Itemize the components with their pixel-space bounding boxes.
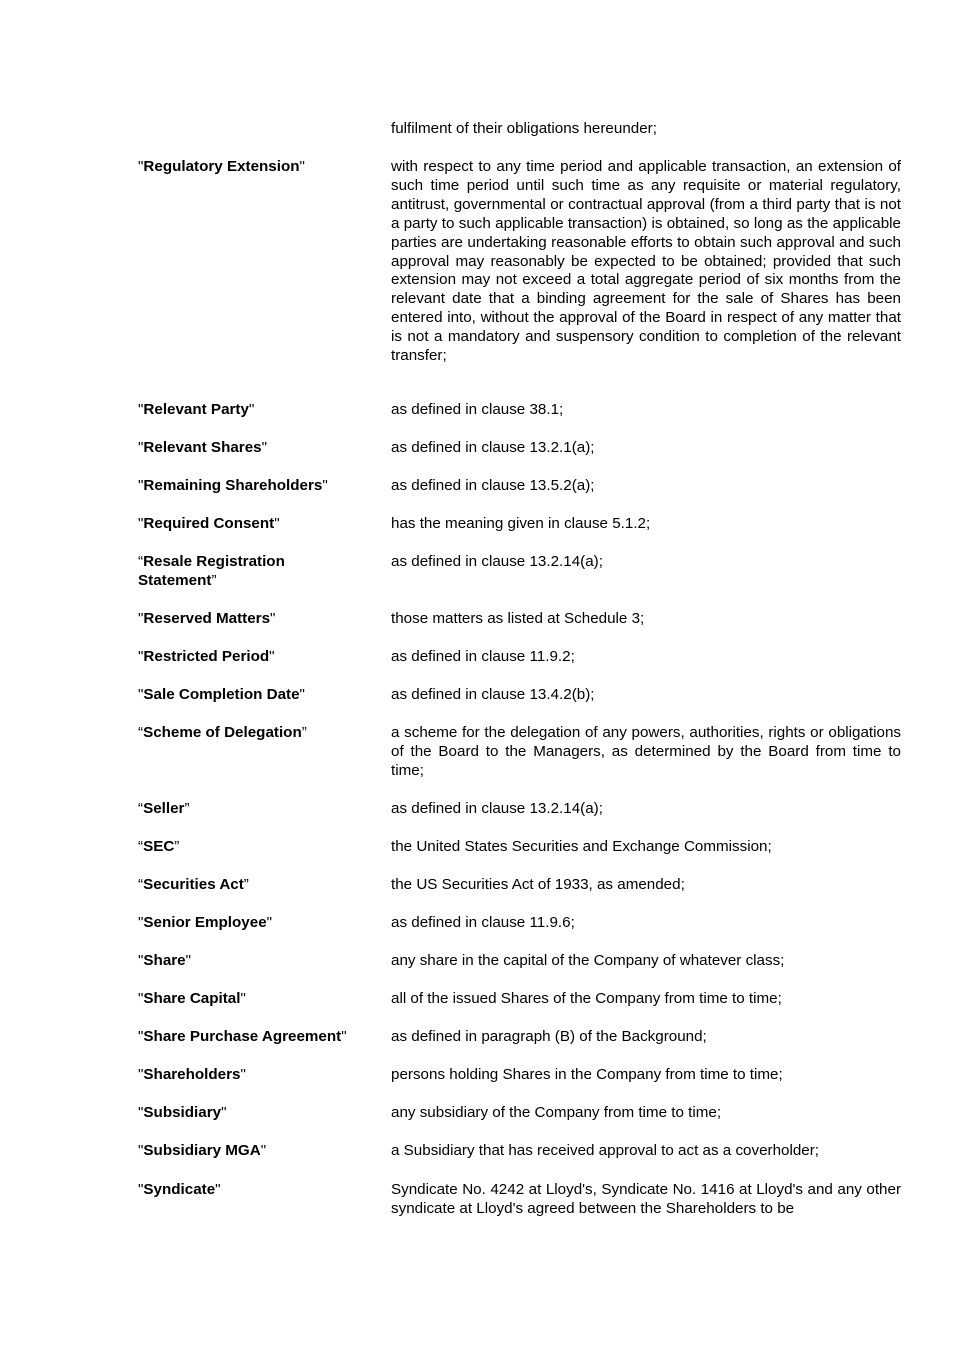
definition-text: as defined in clause 11.9.6; [391, 914, 575, 931]
definition-text: the United States Securities and Exchange Commission; [391, 838, 772, 855]
definition-term: "Share Capital" [138, 990, 246, 1007]
definition-text: all of the issued Shares of the Company from time to time; [391, 990, 782, 1007]
definition-text: as defined in clause 13.5.2(a); [391, 477, 595, 494]
definition-term: "Restricted Period" [138, 648, 275, 665]
definition-text: a Subsidiary that has received approval to act as a coverholder; [391, 1142, 820, 1159]
definition-text: as defined in clause 13.2.14(a); [391, 800, 603, 817]
definition-term: "Share" [138, 952, 192, 969]
definition-term: "Relevant Shares" [138, 439, 267, 456]
definition-term: "Regulatory Extension" [138, 158, 305, 175]
definition-term: "Senior Employee" [138, 914, 273, 931]
definition-term: “SEC” [138, 838, 180, 855]
definition-term: "Reserved Matters" [138, 610, 276, 627]
definition-text: as defined in clause 13.2.1(a); [391, 439, 595, 456]
definition-text: as defined in clause 11.9.2; [391, 648, 575, 665]
definition-text: as defined in clause 38.1; [391, 401, 564, 418]
definition-term: “Seller” [138, 800, 190, 817]
definition-text: as defined in clause 13.2.14(a); [391, 553, 603, 570]
definition-term: “Resale Registration Statement” [138, 553, 285, 589]
definition-term: "Subsidiary" [138, 1104, 227, 1121]
definition-text: with respect to any time period and applicable transaction, an extension of such time period until such time as any requisite or material regulatory, antitrust, governmental or contractual approval (from a third party that is not a party to such applicable transaction) is obtained, so long as the applicable parties are undertaking reasonable efforts to obtain such approval and such approval may reasonably be expected to be obtained; provided that such extension may not exceed a total aggregate period of six months from the relevant date that a binding agreement for the sale of Shares has been entered into, without the approval of the Board in respect of any matter that is not a mandatory and suspensory condition to completion of the relevant transfer; [391, 158, 901, 365]
definition-term: "Shareholders" [138, 1066, 246, 1083]
definition-text: a scheme for the delegation of any powers, authorities, rights or obligations of the Board to the Managers, as determined by the Board from time to time; [391, 724, 901, 779]
definition-term: “Scheme of Delegation” [138, 724, 307, 741]
definition-text: has the meaning given in clause 5.1.2; [391, 515, 651, 532]
definition-term: "Subsidiary MGA" [138, 1142, 267, 1159]
definition-text: any subsidiary of the Company from time to time; [391, 1104, 722, 1121]
definition-text: as defined in clause 13.4.2(b); [391, 686, 595, 703]
definition-term: "Share Purchase Agreement" [138, 1028, 347, 1045]
definition-text: as defined in paragraph (B) of the Background; [391, 1028, 707, 1045]
definition-term: "Remaining Shareholders" [138, 477, 328, 494]
definition-text: any share in the capital of the Company of whatever class; [391, 952, 785, 969]
definition-term: "Required Consent" [138, 515, 280, 532]
definition-text: Syndicate No. 4242 at Lloyd's, Syndicate No. 1416 at Lloyd's and any other syndicate at Lloyd's agreed between the Shareholders to be [391, 1181, 901, 1217]
continuation-text: fulfilment of their obligations hereunder; [391, 120, 657, 137]
definition-text: those matters as listed at Schedule 3; [391, 610, 645, 627]
definition-text: persons holding Shares in the Company from time to time; [391, 1066, 783, 1083]
definition-term: "Relevant Party" [138, 401, 255, 418]
definition-term: “Securities Act” [138, 876, 249, 893]
definition-text: the US Securities Act of 1933, as amended; [391, 876, 685, 893]
definition-term: "Syndicate" [138, 1181, 221, 1198]
definition-term: "Sale Completion Date" [138, 686, 305, 703]
